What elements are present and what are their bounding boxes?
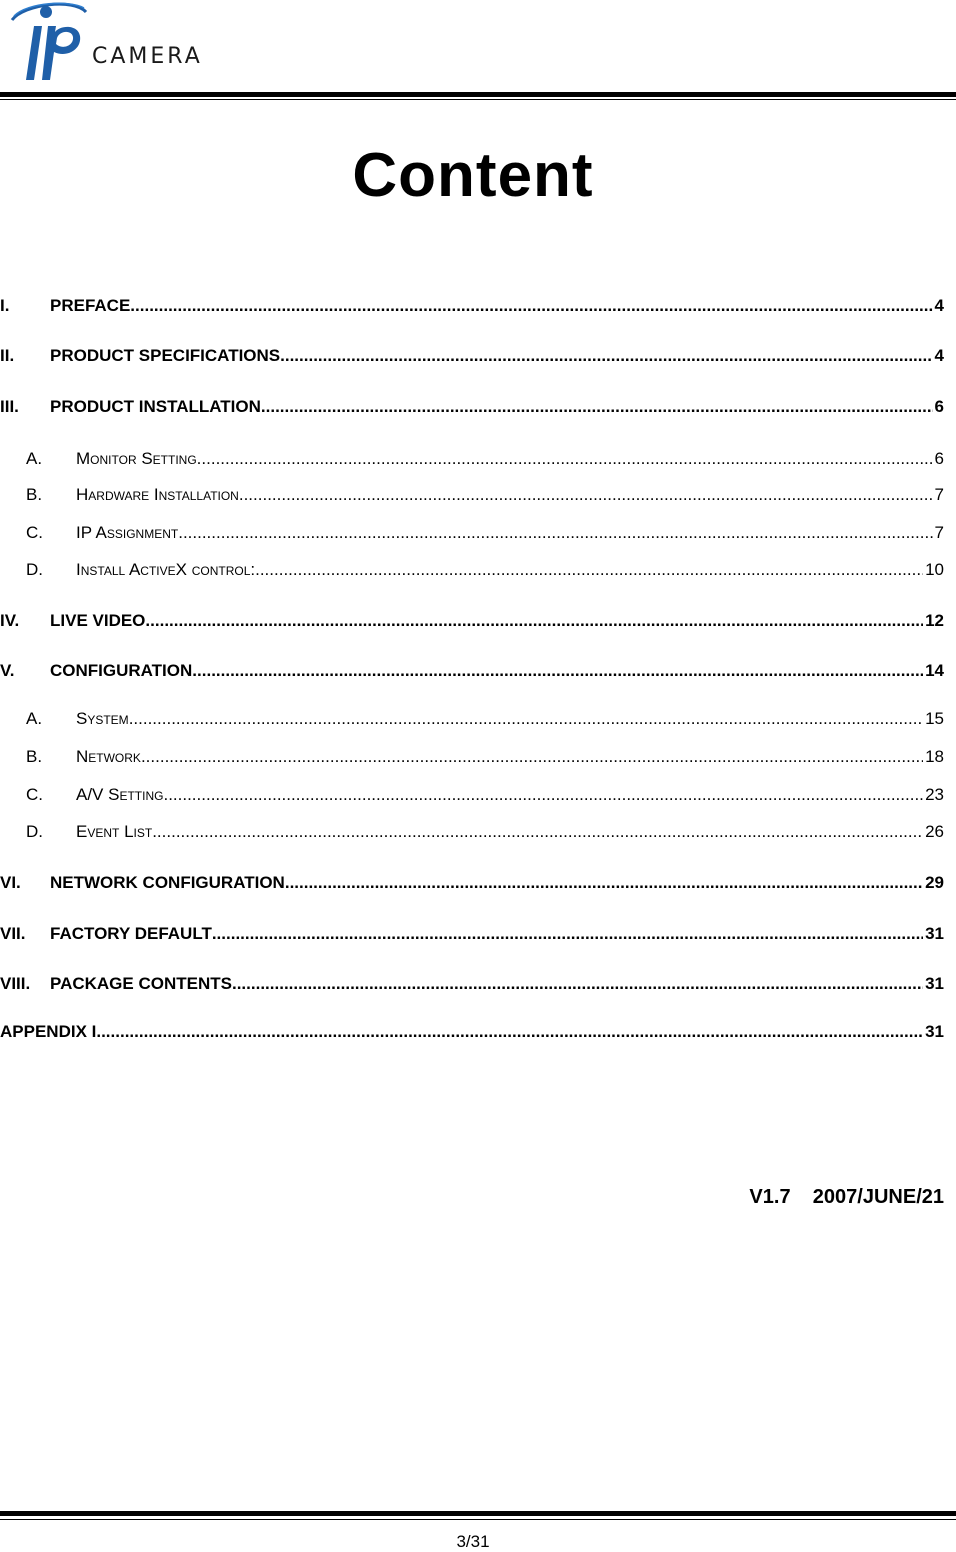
toc-entry-number: VII. bbox=[0, 924, 26, 943]
toc-entry-number: IV. bbox=[0, 611, 20, 630]
toc-entry-label: NETWORK CONFIGURATION bbox=[50, 873, 285, 892]
toc-entry-label: Hardware Installation bbox=[76, 485, 239, 504]
toc-entry-label: A/V Setting bbox=[76, 785, 164, 804]
toc-entry[interactable] bbox=[0, 709, 944, 729]
toc-entry-label: FACTORY DEFAULT bbox=[50, 924, 212, 943]
toc-entry[interactable] bbox=[0, 1022, 944, 1042]
toc-dot-leader bbox=[261, 397, 933, 417]
toc-entry-number: A. bbox=[26, 709, 43, 728]
toc-entry-page: 10 bbox=[925, 560, 944, 579]
toc-entry-page: 14 bbox=[925, 661, 944, 680]
toc-entry[interactable] bbox=[0, 611, 944, 631]
toc-entry-page: 31 bbox=[925, 974, 944, 993]
toc-entry-number: B. bbox=[26, 485, 43, 504]
footer-rule-thin bbox=[0, 1519, 956, 1520]
toc-dot-leader bbox=[192, 661, 923, 681]
toc-entry-page: 31 bbox=[925, 924, 944, 943]
version-date: V1.7 2007/JUNE/21 bbox=[749, 1186, 944, 1208]
toc-entry[interactable] bbox=[0, 485, 944, 505]
toc-entry-label: PACKAGE CONTENTS bbox=[50, 974, 232, 993]
toc-entry-number: C. bbox=[26, 523, 43, 542]
toc-entry-page: 26 bbox=[925, 822, 944, 841]
toc-entry-number: D. bbox=[26, 822, 43, 841]
footer-rule-thick bbox=[0, 1511, 956, 1516]
toc-dot-leader bbox=[232, 974, 923, 994]
toc-entry-page: 7 bbox=[934, 485, 944, 504]
toc-entry[interactable] bbox=[0, 873, 944, 893]
toc-entry[interactable] bbox=[0, 523, 944, 543]
toc-entry[interactable] bbox=[0, 785, 944, 805]
logo-wordmark: CAMERA bbox=[92, 44, 203, 69]
toc-dot-leader bbox=[96, 1022, 923, 1042]
toc-entry-label: APPENDIX I bbox=[0, 1022, 97, 1041]
toc-entry[interactable] bbox=[0, 661, 944, 681]
toc-entry-number: I. bbox=[0, 296, 10, 315]
toc-entry-label: Event List bbox=[76, 822, 153, 841]
toc-entry-page: 6 bbox=[934, 397, 944, 416]
toc-dot-leader bbox=[141, 747, 923, 767]
toc-entry[interactable] bbox=[0, 296, 944, 316]
toc-dot-leader bbox=[129, 709, 923, 729]
toc-entry[interactable] bbox=[0, 449, 944, 469]
page-number: 3/31 bbox=[456, 1532, 490, 1551]
toc-entry-page: 23 bbox=[925, 785, 944, 804]
toc-entry-page: 18 bbox=[925, 747, 944, 766]
ip-camera-logo bbox=[4, 0, 266, 90]
toc-entry-page: 15 bbox=[925, 709, 944, 728]
toc-dot-leader bbox=[152, 822, 923, 842]
toc-entry-label: PRODUCT SPECIFICATIONS bbox=[50, 346, 281, 365]
toc-entry-label: LIVE VIDEO bbox=[50, 611, 146, 630]
toc-entry-number: V. bbox=[0, 661, 15, 680]
toc-entry-number: A. bbox=[26, 449, 43, 468]
toc-dot-leader bbox=[163, 785, 923, 805]
toc-entry-page: 4 bbox=[934, 346, 944, 365]
toc-entry-number: B. bbox=[26, 747, 43, 766]
toc-entry-label: CONFIGURATION bbox=[50, 661, 193, 680]
toc-dot-leader bbox=[178, 523, 932, 543]
toc-entry-number: C. bbox=[26, 785, 43, 804]
toc-entry[interactable] bbox=[0, 397, 944, 417]
toc-dot-leader bbox=[280, 346, 932, 366]
toc-entry[interactable] bbox=[0, 747, 944, 767]
toc-entry[interactable] bbox=[0, 822, 944, 842]
header-rule-thick bbox=[0, 92, 956, 97]
toc-entry-number: III. bbox=[0, 397, 19, 416]
toc-entry-page: 7 bbox=[934, 523, 944, 542]
toc-entry-label: PREFACE bbox=[50, 296, 131, 315]
page-title: Content bbox=[352, 141, 594, 210]
toc-entry-label: IP Assignment bbox=[76, 523, 179, 542]
toc-dot-leader bbox=[145, 611, 923, 631]
toc-dot-leader bbox=[130, 296, 932, 316]
toc-entry-label: Monitor Setting bbox=[76, 449, 197, 468]
toc-entry-page: 31 bbox=[925, 1022, 944, 1041]
toc-dot-leader bbox=[255, 560, 923, 580]
toc-entry-label: System bbox=[76, 709, 129, 728]
header-rule-thin bbox=[0, 99, 956, 100]
toc-entry-page: 6 bbox=[934, 449, 944, 468]
toc-entry-number: VI. bbox=[0, 873, 21, 892]
toc-entry[interactable] bbox=[0, 346, 944, 366]
toc-entry-page: 12 bbox=[925, 611, 944, 630]
toc-entry-page: 4 bbox=[934, 296, 944, 315]
toc-entry-number: II. bbox=[0, 346, 15, 365]
toc-entry[interactable] bbox=[0, 560, 944, 580]
toc-entry-number: D. bbox=[26, 560, 43, 579]
toc-dot-leader bbox=[285, 873, 923, 893]
toc-entry-label: Install ActiveX control: bbox=[76, 560, 256, 579]
toc-dot-leader bbox=[212, 924, 923, 944]
toc-dot-leader bbox=[197, 449, 933, 469]
toc-entry-page: 29 bbox=[925, 873, 944, 892]
toc-entry[interactable] bbox=[0, 974, 944, 994]
toc-entry[interactable] bbox=[0, 924, 944, 944]
toc-entry-number: VIII. bbox=[0, 974, 31, 993]
toc-dot-leader bbox=[239, 485, 933, 505]
toc-entry-label: Network bbox=[76, 747, 141, 766]
toc-entry-label: PRODUCT INSTALLATION bbox=[50, 397, 261, 416]
